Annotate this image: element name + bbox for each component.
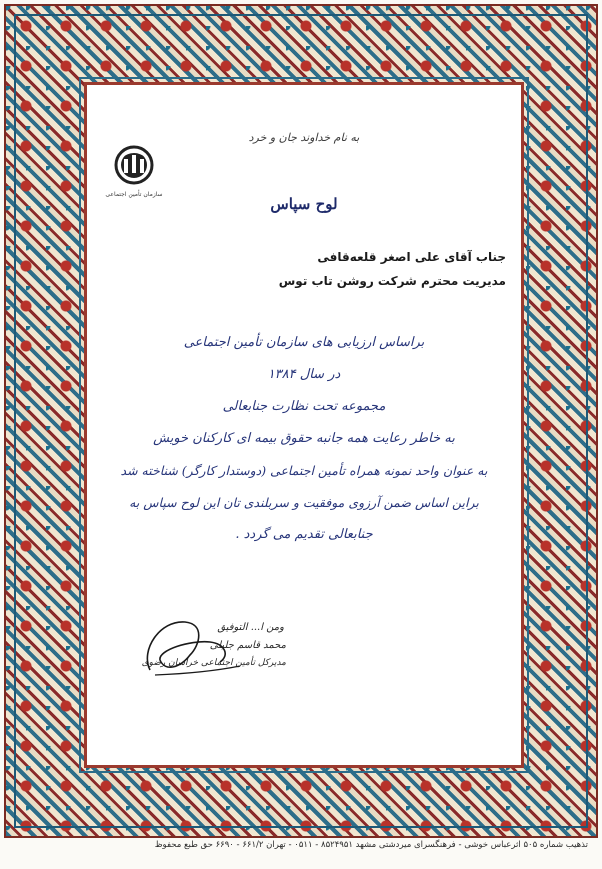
certificate-body <box>96 327 512 551</box>
addressee-block <box>279 245 506 293</box>
logo-caption: سازمان تأمین اجتماعی <box>105 191 163 198</box>
addressee-name: جناب آقای علی اصغر قلعه‌قافی <box>317 250 506 264</box>
body-line: براساس ارزیابی های سازمان تأمین اجتماعی <box>183 335 425 350</box>
closing-phrase: ومن ا... التوفیق <box>217 622 284 633</box>
body-line: جنابعالی تقدیم می گردد . <box>235 527 373 542</box>
social-security-logo-icon <box>106 143 162 195</box>
body-line: مجموعه تحت نظارت جنابعالی <box>222 399 386 414</box>
body-line: در سال ۱۳۸۴ <box>267 367 341 382</box>
addressee-company: مدیریت محترم شرکت روشن تاب توس <box>278 274 506 288</box>
body-line: به خاطر رعایت همه جانبه حقوق بیمه ای کارکنان خویش <box>153 431 455 446</box>
signer-title: مدیرکل تأمین اجتماعی خراسان رضوی <box>141 658 286 668</box>
handwritten-signature <box>130 600 250 690</box>
invocation-text: به نام خداوند جان و خرد <box>248 131 360 144</box>
footer-imprint: تذهیب شماره ۵۰۵ اثرعباس خوشی - فرهنگسرای میردشتی مشهد ۸۵۲۴۹۵۱ - ۰۵۱۱ - تهران ۶۶۱/۲ - ۶۶۹۰ حق طبع محفوظ <box>154 840 588 850</box>
body-line: به عنوان واحد نمونه همراه تأمین اجتماعی (دوستدار کارگر) شناخته شد <box>120 463 488 478</box>
certificate-title: لوح سپاس <box>270 195 338 213</box>
signer-name: محمد قاسم جلیلی <box>209 640 286 651</box>
body-line: براین اساس ضمن آرزوی موفقیت و سربلندی تان این لوح سپاس به <box>129 495 479 510</box>
